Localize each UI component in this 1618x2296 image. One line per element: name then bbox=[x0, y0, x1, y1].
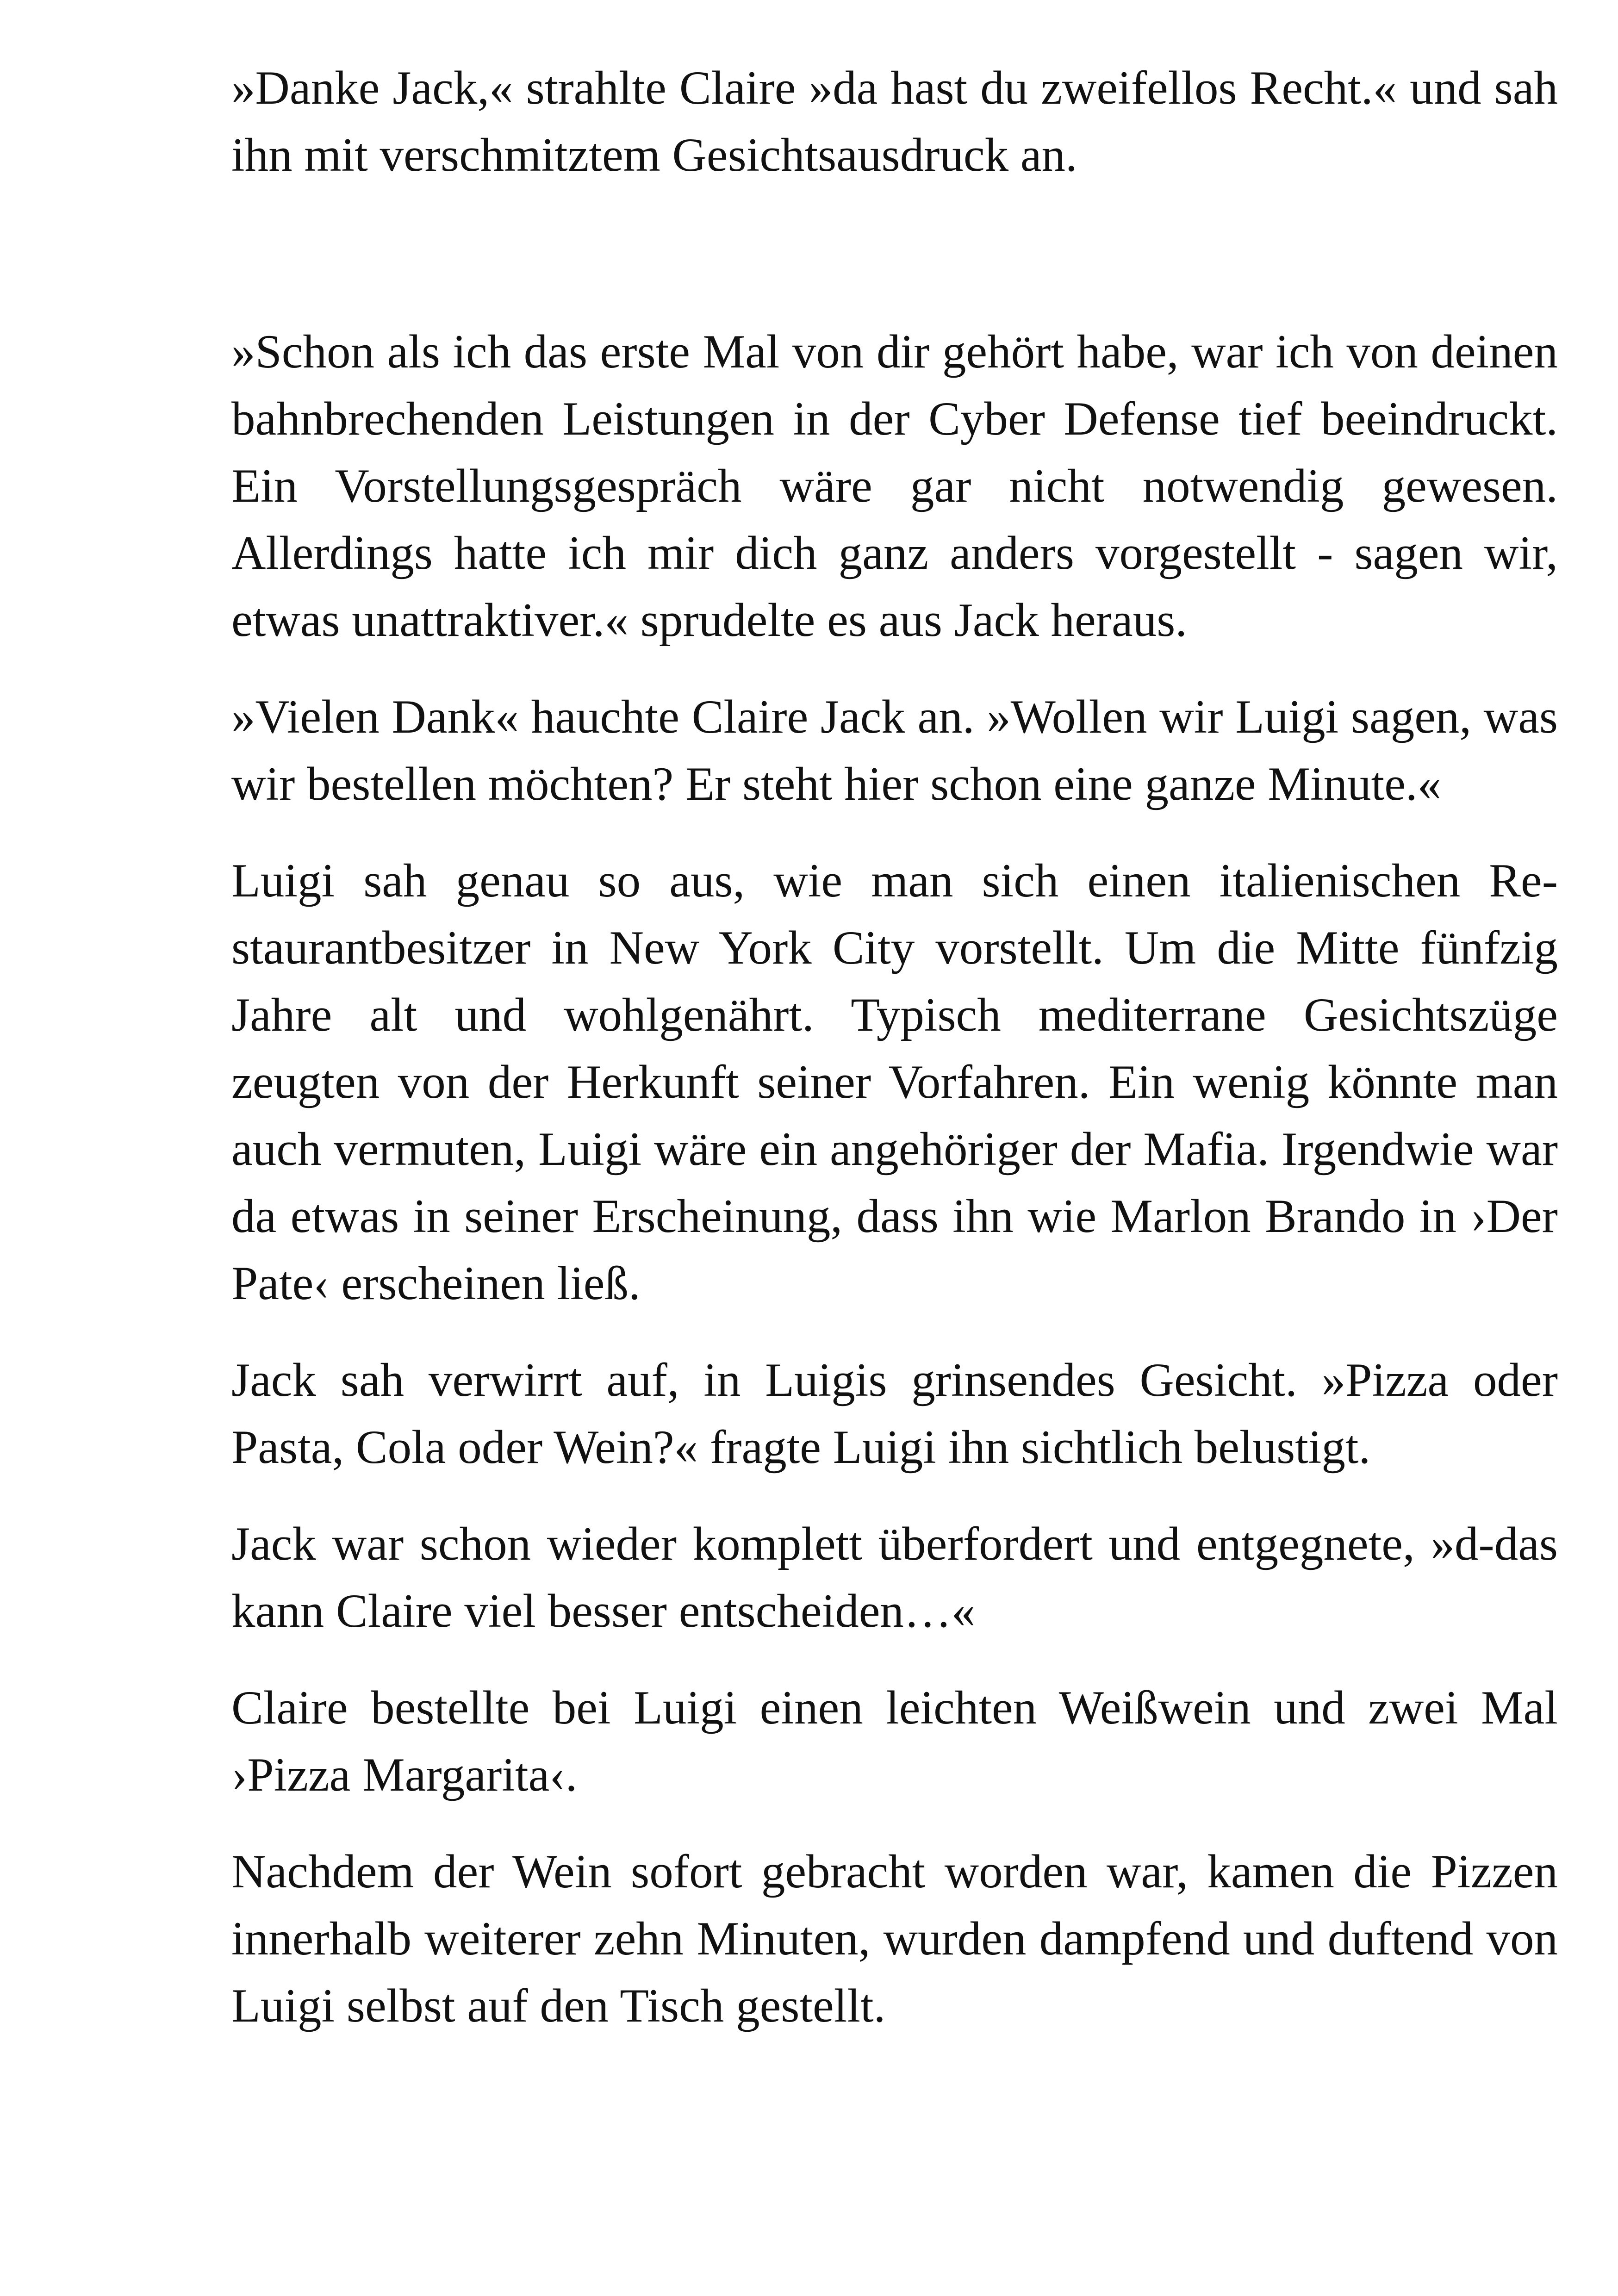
paragraph-8: Nachdem der Wein sofort gebracht worden war, kamen die Pizzen innerhalb weiterer zehn Minuten, wurden dampfend und duftend von Luigi selbst auf den Tisch gestellt. bbox=[231, 1845, 1558, 2032]
body-text bbox=[231, 55, 1558, 2069]
paragraph-1: »Danke Jack,« strahlte Claire »da hast du zweifellos Recht.« und sah ihn mit verschmitztem Gesichtsausdruck an. bbox=[231, 62, 1558, 181]
paragraph-5: Jack sah verwirrt auf, in Luigis grinsendes Gesicht. »Pizza oder Pasta, Cola oder Wein?« fragte Luigi ihn sichtlich belustigt. bbox=[231, 1354, 1558, 1474]
paragraph-3: »Vielen Dank« hauchte Claire Jack an. »Wollen wir Luigi sagen, was wir bestellen möchten? Er steht hier schon eine ganze Minute.« bbox=[231, 691, 1558, 810]
paragraph-4: Luigi sah genau so aus, wie man sich einen italienischen Restaurantbesitzer in New York City vorstellt. Um die Mitte fünfzig Jahre alt und wohlgenährt. Typisch mediterrane Gesichtszüge zeugten von der Herkunft seiner Vorfahren. Ein wenig könnte man auch vermuten, Luigi wäre ein angehöriger der Mafia. Irgendwie war da etwas in seiner Erscheinung, dass ihn wie Marlon Brando in ›Der Pate‹ erscheinen ließ. bbox=[231, 854, 1558, 1310]
paragraph-7: Claire bestellte bei Luigi einen leichten Weißwein und zwei Mal ›Pizza Margarita‹. bbox=[231, 1681, 1558, 1801]
paragraph-2: »Schon als ich das erste Mal von dir gehört habe, war ich von deinen bahnbrechenden Leistungen in der Cyber Defense tief beeindruckt. Ein Vorstellungsgespräch wäre gar nicht notwendig gewesen. Allerdings hatte ich mir dich ganz anders vorgestellt - sagen wir, etwas unattraktiver.« sprudelte es aus Jack heraus. bbox=[231, 325, 1558, 647]
paragraph-6: Jack war schon wieder komplett überfordert und entgegnete, »d-das kann Claire viel besser entscheiden…« bbox=[231, 1518, 1558, 1637]
